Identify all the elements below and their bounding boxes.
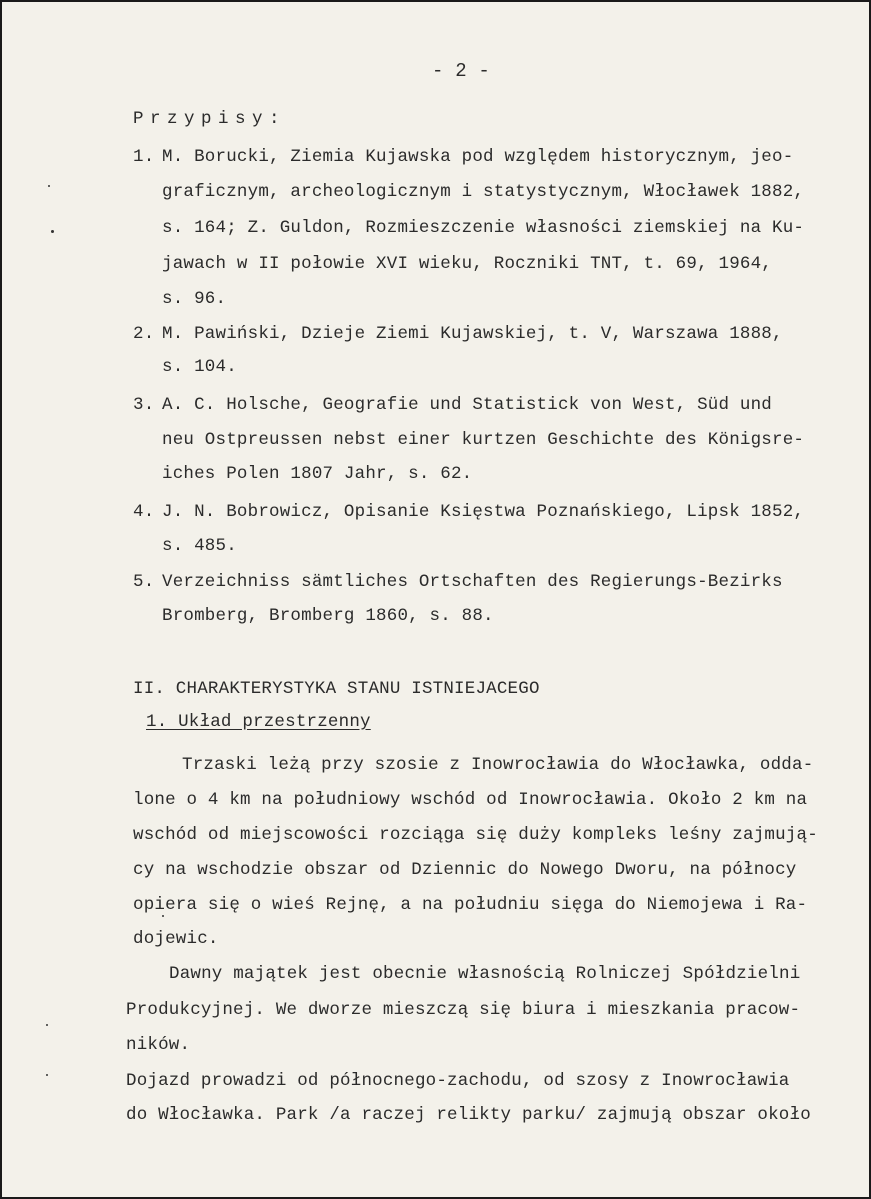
subsection-title: 1. Układ przestrzenny	[146, 712, 371, 732]
scan-speck	[162, 915, 164, 917]
paragraph-line: dojewic.	[133, 929, 219, 949]
scan-speck	[46, 1024, 48, 1026]
section-title: II. CHARAKTERYSTYKA STANU ISTNIEJACEGO	[133, 679, 540, 699]
footnote-number: 5.	[133, 572, 155, 592]
scan-speck	[48, 185, 50, 187]
footnote-line: s. 485.	[162, 536, 237, 556]
footnote-line: s. 104.	[162, 357, 237, 377]
footnote-line: J. N. Bobrowicz, Opisanie Księstwa Poznańskiego, Lipsk 1852,	[162, 502, 805, 522]
paragraph-line: wschód od miejscowości rozciąga się duży kompleks leśny zajmują-	[133, 825, 818, 845]
footnote-line: s. 96.	[162, 289, 227, 309]
footnote-line: jawach w II połowie XVI wieku, Roczniki TNT, t. 69, 1964,	[162, 254, 772, 274]
footnotes-heading: Przypisy:	[133, 109, 287, 129]
footnote-number: 4.	[133, 502, 155, 522]
paragraph-line: ników.	[126, 1035, 191, 1055]
footnote-number: 2.	[133, 324, 155, 344]
footnote-line: M. Borucki, Ziemia Kujawska pod względem historycznym, jeo-	[162, 147, 794, 167]
paragraph-line: lone o 4 km na południowy wschód od Inowrocławia. Około 2 km na	[133, 790, 808, 810]
footnote-number: 1.	[133, 147, 155, 167]
footnote-line: neu Ostpreussen nebst einer kurtzen Geschichte des Königsre-	[162, 430, 805, 450]
footnote-line: graficznym, archeologicznym i statystycznym, Włocławek 1882,	[162, 182, 805, 202]
scan-speck	[46, 1074, 48, 1076]
paragraph-line: do Włocławka. Park /a raczej relikty parku/ zajmują obszar około	[126, 1105, 811, 1125]
footnote-line: A. C. Holsche, Geografie und Statistick von West, Süd und	[162, 395, 772, 415]
footnote-line: iches Polen 1807 Jahr, s. 62.	[162, 464, 473, 484]
paragraph-line: Produkcyjnej. We dworze mieszczą się biura i mieszkania pracow-	[126, 1000, 801, 1020]
paragraph-line: opiera się o wieś Rejnę, a na południu sięga do Niemojewa i Ra-	[133, 895, 808, 915]
footnote-number: 3.	[133, 395, 155, 415]
footnote-line: Bromberg, Bromberg 1860, s. 88.	[162, 606, 494, 626]
footnote-line: Verzeichniss sämtliches Ortschaften des Regierungs-Bezirks	[162, 572, 783, 592]
paragraph-line: Trzaski leżą przy szosie z Inowrocławia do Włocławka, odda-	[182, 755, 814, 775]
footnote-line: s. 164; Z. Guldon, Rozmieszczenie własności ziemskiej na Ku-	[162, 218, 805, 238]
paragraph-line: Dojazd prowadzi od północnego-zachodu, od szosy z Inowrocławia	[126, 1071, 790, 1091]
paragraph-line: cy na wschodzie obszar od Dziennic do Nowego Dworu, na północy	[133, 860, 797, 880]
paragraph-line: Dawny majątek jest obecnie własnością Rolniczej Spółdzielni	[169, 964, 801, 984]
scan-speck	[51, 230, 54, 233]
page-number: - 2 -	[432, 60, 491, 82]
footnote-line: M. Pawiński, Dzieje Ziemi Kujawskiej, t. V, Warszawa 1888,	[162, 324, 783, 344]
